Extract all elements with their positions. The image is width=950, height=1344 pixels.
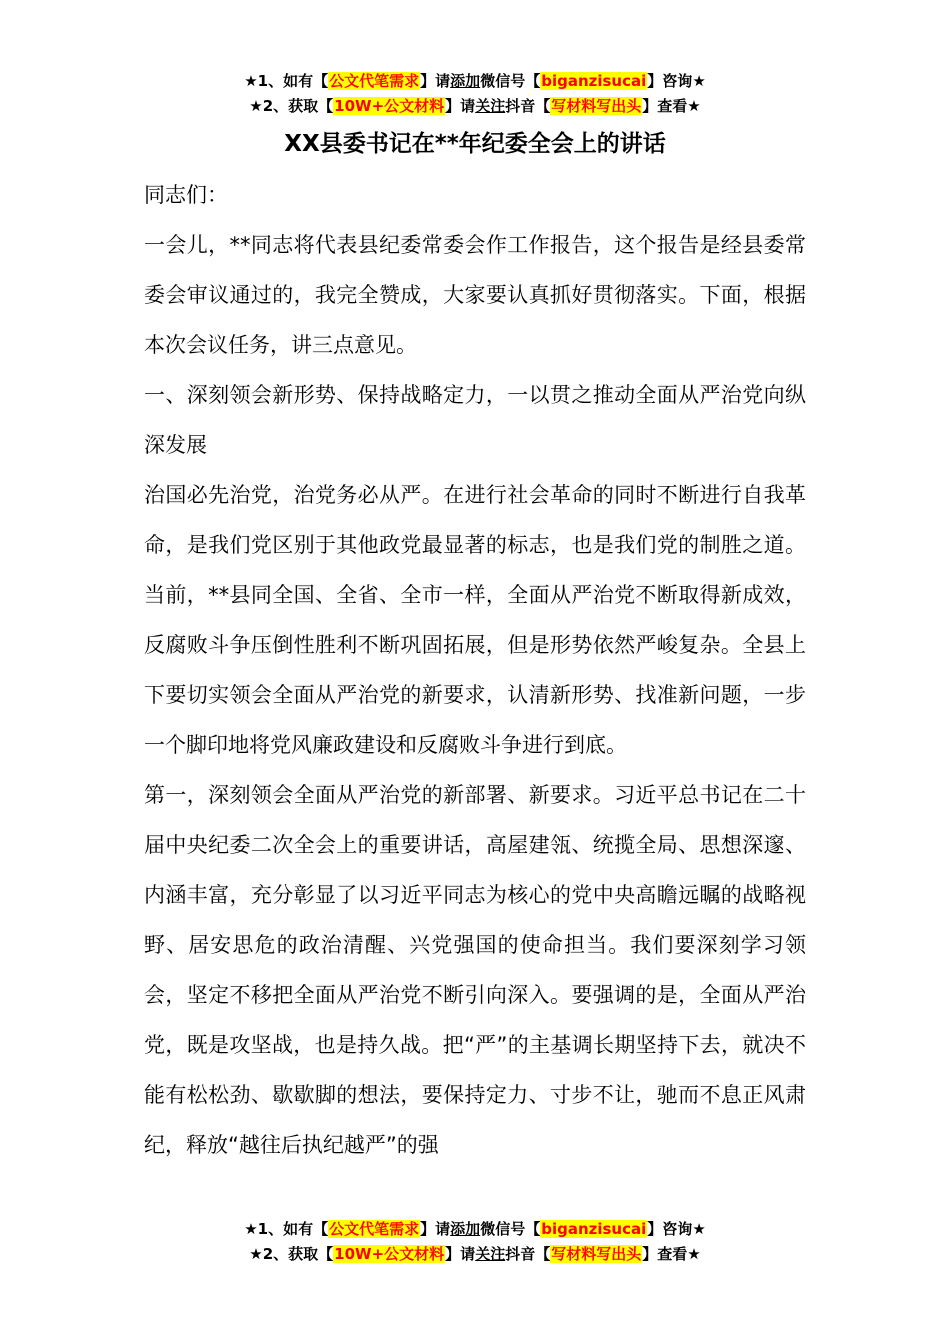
bracket: 【 — [535, 1245, 551, 1263]
underlined-text: 添加 — [450, 72, 481, 90]
bracket: 【 — [318, 1245, 334, 1263]
highlight-douyin-account: 写材料写出头 — [551, 1245, 642, 1263]
bracket: 】 — [642, 1245, 658, 1263]
promo-text: 2、获取 — [262, 1245, 319, 1263]
star-icon: ★ — [249, 1245, 263, 1263]
promo-text: 抖音 — [505, 1245, 536, 1263]
promo-banner-bottom — [0, 1217, 950, 1267]
promo-line-1 — [0, 69, 950, 94]
promo-text: 微信号 — [480, 72, 526, 90]
highlight-wechat-id: biganzisucai — [541, 1220, 647, 1238]
promo-text: 咨询 — [662, 72, 693, 90]
promo-text: 微信号 — [480, 1220, 526, 1238]
promo-text: 请 — [460, 1245, 476, 1263]
promo-text: 查看 — [657, 97, 688, 115]
promo-text: 请 — [460, 97, 476, 115]
underlined-text: 关注 — [475, 97, 506, 115]
promo-text: 查看 — [657, 1245, 688, 1263]
bracket: 】 — [420, 1220, 436, 1238]
promo-text: 2、获取 — [262, 97, 319, 115]
highlight-materials: 10W+公文材料 — [334, 1245, 445, 1263]
paragraph: 一会儿，**同志将代表县纪委常委会作工作报告，这个报告是经县委常委会审议通过的，我完全赞成，大家要认真抓好贯彻落实。下面，根据本次会议任务，讲三点意见。 — [144, 233, 806, 357]
bracket: 【 — [318, 97, 334, 115]
bracket: 】 — [647, 1220, 663, 1238]
highlight-ghostwriting: 公文代笔需求 — [329, 72, 420, 90]
salutation: 同志们： — [144, 183, 228, 207]
bracket: 】 — [420, 72, 436, 90]
document-title: XX县委书记在**年纪委全会上的讲话 — [284, 131, 666, 157]
bracket: 【 — [535, 97, 551, 115]
paragraph: 治国必先治党，治党务必从严。在进行社会革命的同时不断进行自我革命，是我们党区别于其他政党最显著的标志，也是我们党的制胜之道。当前，**县同全国、全省、全市一样，全面从严治党不断取得新成效，反腐败斗争压倒性胜利不断巩固拓展，但是形势依然严峻复杂。全县上下要切实领会全面从严治党的新要求，认清新形势、找准新问题，一步一个脚印地将党风廉政建设和反腐败斗争进行到底。 — [144, 483, 806, 757]
bracket: 】 — [445, 1245, 461, 1263]
underlined-text: 关注 — [475, 1245, 506, 1263]
bracket: 【 — [525, 72, 541, 90]
highlight-ghostwriting: 公文代笔需求 — [329, 1220, 420, 1238]
star-icon: ★ — [244, 72, 258, 90]
highlight-douyin-account: 写材料写出头 — [551, 97, 642, 115]
bracket: 【 — [313, 72, 329, 90]
highlight-materials: 10W+公文材料 — [334, 97, 445, 115]
promo-line-1 — [0, 1217, 950, 1242]
star-icon: ★ — [687, 1245, 701, 1263]
promo-text: 抖音 — [505, 97, 536, 115]
star-icon: ★ — [249, 97, 263, 115]
bracket: 】 — [445, 97, 461, 115]
promo-line-2 — [0, 1242, 950, 1267]
paragraph: 第一，深刻领会全面从严治党的新部署、新要求。习近平总书记在二十届中央纪委二次全会上的重要讲话，高屋建瓴、统揽全局、思想深邃、内涵丰富，充分彰显了以习近平同志为核心的党中央高瞻远瞩的战略视野、居安思危的政治清醒、兴党强国的使命担当。我们要深刻学习领会，坚定不移把全面从严治党不断引向深入。要强调的是，全面从严治党，既是攻坚战，也是持久战。把“严”的主基调长期坚持下去，就决不能有松松劲、歇歇脚的想法，要保持定力、寸步不让，驰而不息正风肃纪，释放“越往后执纪越严”的强 — [144, 783, 806, 1157]
promo-text: 请 — [435, 72, 451, 90]
promo-text: 1、如有 — [257, 72, 314, 90]
star-icon: ★ — [692, 72, 706, 90]
bracket: 】 — [642, 97, 658, 115]
promo-line-2 — [0, 94, 950, 119]
section-heading: 一、深刻领会新形势、保持战略定力，一以贯之推动全面从严治党向纵深发展 — [144, 383, 806, 457]
document-body — [144, 170, 806, 1170]
bracket: 】 — [647, 72, 663, 90]
star-icon: ★ — [244, 1220, 258, 1238]
promo-text: 1、如有 — [257, 1220, 314, 1238]
underlined-text: 添加 — [450, 1220, 481, 1238]
star-icon: ★ — [687, 97, 701, 115]
bracket: 【 — [313, 1220, 329, 1238]
star-icon: ★ — [692, 1220, 706, 1238]
bracket: 【 — [525, 1220, 541, 1238]
highlight-wechat-id: biganzisucai — [541, 72, 647, 90]
promo-text: 咨询 — [662, 1220, 693, 1238]
promo-banner-top — [0, 69, 950, 119]
promo-text: 请 — [435, 1220, 451, 1238]
